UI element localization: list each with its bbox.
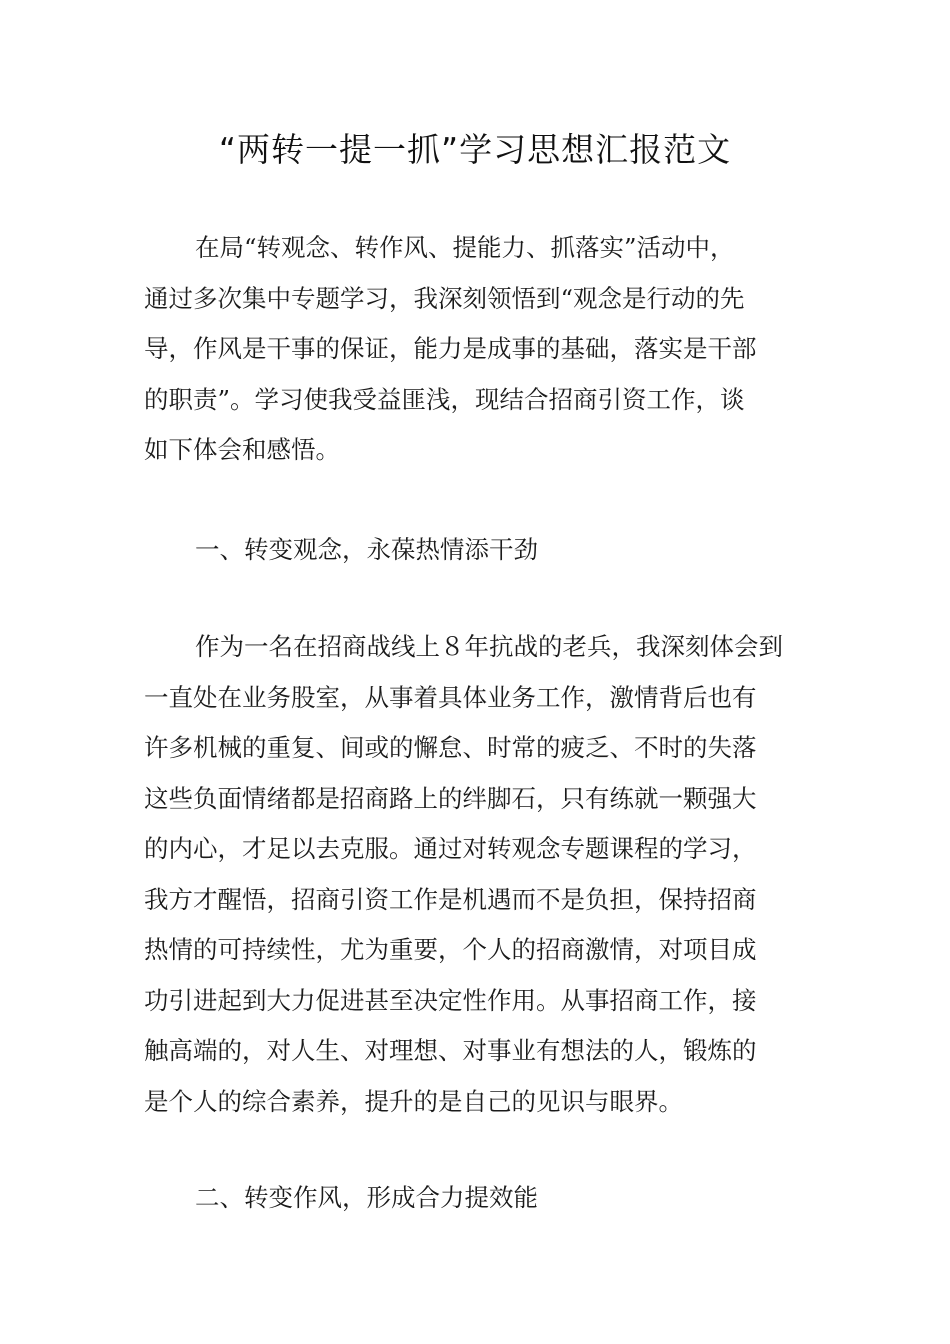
- paragraph-line: 我方才醒悟，招商引资工作是机遇而不是负担，保持招商: [144, 884, 757, 914]
- paragraph-line: 热情的可持续性，尤为重要，个人的招商激情，对项目成: [144, 935, 757, 964]
- section-heading-2: 二、转变作风，形成合力提效能: [195, 1183, 538, 1212]
- paragraph-line: 作为一名在招商战线上８年抗战的老兵，我深刻体会到: [195, 632, 783, 661]
- paragraph-line: 是个人的综合素养，提升的是自己的见识与眼界。: [144, 1086, 683, 1116]
- paragraph-line: 这些负面情绪都是招商路上的绊脚石，只有练就一颗强大: [144, 783, 757, 813]
- paragraph-section-1: [144, 622, 783, 1127]
- document-title: “两转一提一抓”学习思想汇报范文: [218, 130, 732, 169]
- paragraph-line: 的内心，才足以去克服。通过对转观念专题课程的学习，: [144, 834, 757, 863]
- paragraph-line: 一直处在业务股室，从事着具体业务工作，激情背后也有: [144, 682, 757, 712]
- paragraph-line: 导，作风是干事的保证，能力是成事的基础，落实是干部: [144, 334, 757, 363]
- paragraph-line: 许多机械的重复、间或的懈怠、时常的疲乏、不时的失落: [144, 733, 757, 762]
- section-heading-1: 一、转变观念，永葆热情添干劲: [195, 535, 538, 564]
- paragraph-line: 如下体会和感悟。: [144, 435, 340, 464]
- paragraph-line: 在局“转观念、转作风、提能力、抓落实”活动中，: [195, 233, 735, 262]
- paragraph-line: 通过多次集中专题学习，我深刻领悟到“观念是行动的先: [144, 283, 745, 313]
- paragraph-line: 的职责”。学习使我受益匪浅，现结合招商引资工作，谈: [144, 384, 745, 414]
- paragraph-line: 功引进起到大力促进甚至决定性作用。从事招商工作，接: [144, 985, 757, 1015]
- paragraph-intro: [144, 223, 757, 476]
- paragraph-line: 触高端的，对人生、对理想、对事业有想法的人，锻炼的: [144, 1036, 757, 1065]
